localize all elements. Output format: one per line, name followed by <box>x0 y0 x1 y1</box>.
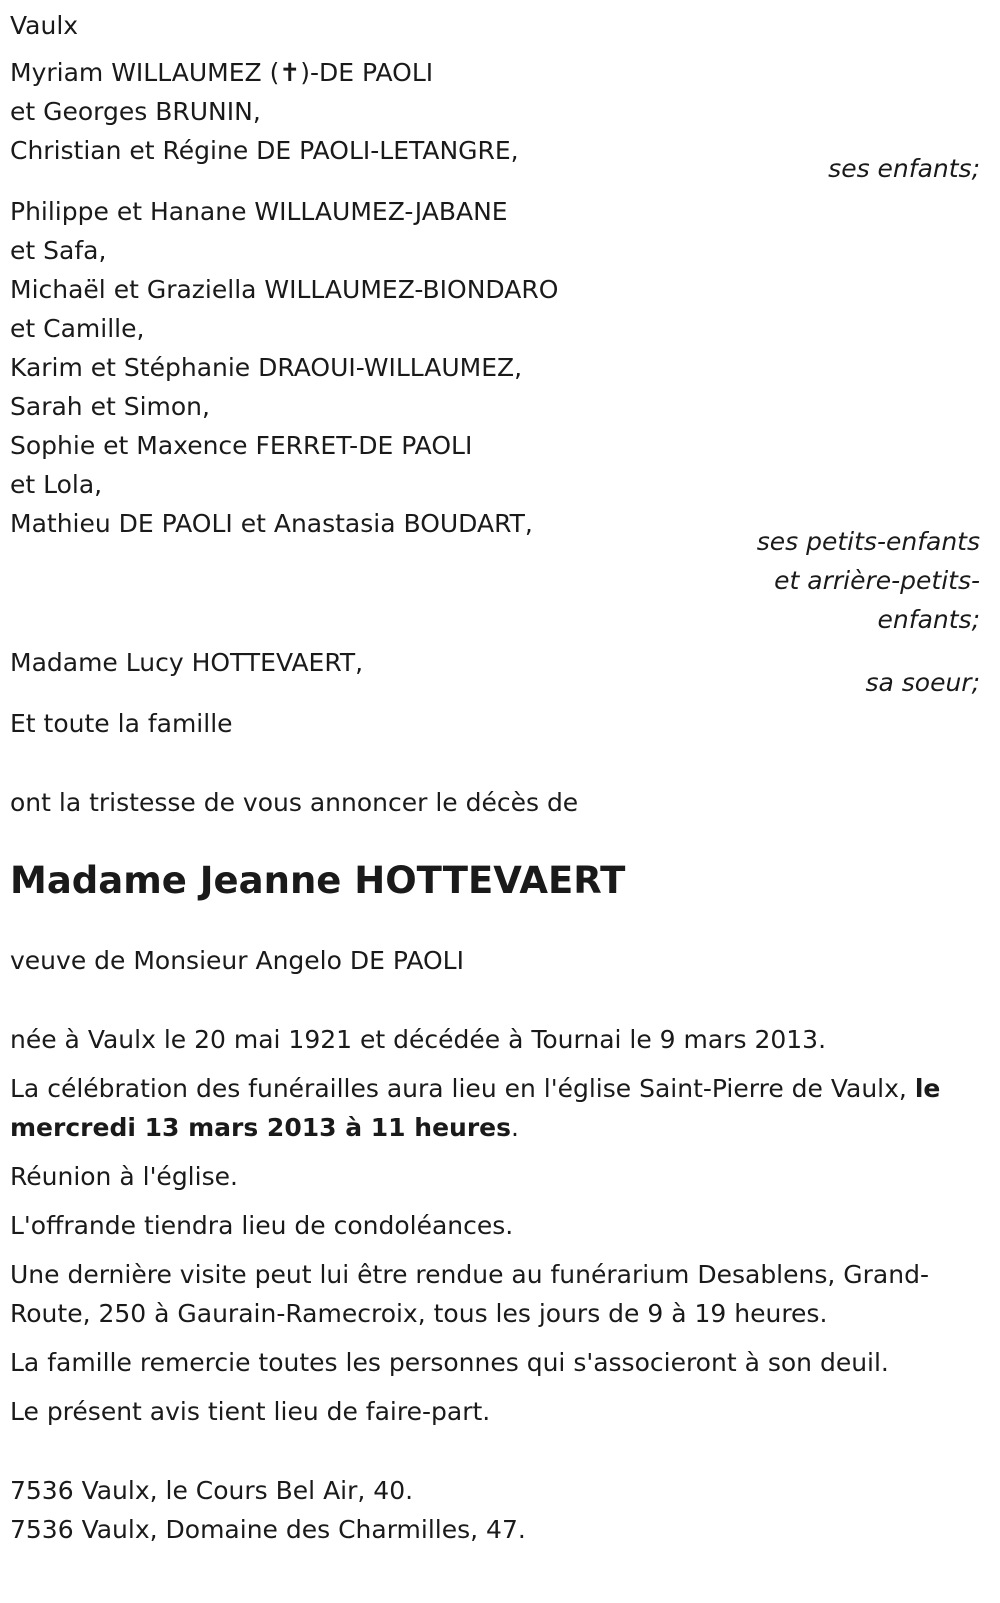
grandchild-line: Mathieu DE PAOLI et Anastasia BOUDART, <box>10 509 533 538</box>
funeral-info <box>10 1069 980 1147</box>
notice: Le présent avis tient lieu de faire-part. <box>10 1397 491 1426</box>
grandchild-line: Michaël et Graziella WILLAUMEZ-BIONDARO <box>10 275 559 304</box>
funeral-date: le mercredi 13 mars 2013 à 11 heures <box>10 1074 941 1142</box>
meeting: Réunion à l'église. <box>10 1162 238 1191</box>
funeral-end: . <box>511 1113 519 1142</box>
address-line: 7536 Vaulx, Domaine des Charmilles, 47. <box>10 1515 526 1544</box>
sister-role: sa soeur; <box>865 668 980 697</box>
birth-death: née à Vaulx le 20 mai 1921 et décédée à Tournai le 9 mars 2013. <box>10 1025 827 1054</box>
grandchild-line: Philippe et Hanane WILLAUMEZ-JABANE <box>10 197 508 226</box>
grandchildren-block <box>10 192 980 634</box>
grandchild-line: et Safa, <box>10 236 107 265</box>
child-line: Christian et Régine DE PAOLI-LETANGRE, <box>10 136 519 165</box>
grandchild-line: Sophie et Maxence FERRET-DE PAOLI <box>10 431 473 460</box>
family-line: Et toute la famille <box>10 709 233 738</box>
sister-block <box>10 643 980 697</box>
children-block <box>10 53 980 183</box>
grandchildren-role-line: enfants; <box>877 605 980 634</box>
grandchild-line: Karim et Stéphanie DRAOUI-WILLAUMEZ, <box>10 353 523 382</box>
grandchild-line: et Camille, <box>10 314 145 343</box>
announcement: ont la tristesse de vous annoncer le décès de <box>10 788 579 817</box>
grandchildren-role <box>757 522 980 639</box>
grandchild-line: Sarah et Simon, <box>10 392 210 421</box>
offering: L'offrande tiendra lieu de condoléances. <box>10 1211 514 1240</box>
grandchildren-role-line: ses petits-enfants <box>756 527 980 556</box>
child-line: Myriam WILLAUMEZ (✝)-DE PAOLI <box>10 58 434 87</box>
location: Vaulx <box>10 11 79 40</box>
widow-of: veuve de Monsieur Angelo DE PAOLI <box>10 946 464 975</box>
funeral-text: La célébration des funérailles aura lieu en l'église Saint-Pierre de Vaulx, <box>10 1074 915 1103</box>
grandchildren-role-line: et arrière-petits- <box>774 566 980 595</box>
children-role: ses enfants; <box>828 154 980 183</box>
obituary-notice <box>10 6 980 1549</box>
visit-info: Une dernière visite peut lui être rendue au funérarium Desablens, Grand-Route, 250 à Gaurain-Ramecroix, tous les jours de 9 à 19 heures. <box>10 1260 929 1328</box>
sister-line: Madame Lucy HOTTEVAERT, <box>10 648 364 677</box>
thanks: La famille remercie toutes les personnes qui s'associeront à son deuil. <box>10 1348 889 1377</box>
child-line: et Georges BRUNIN, <box>10 97 261 126</box>
address-line: 7536 Vaulx, le Cours Bel Air, 40. <box>10 1476 414 1505</box>
grandchild-line: et Lola, <box>10 470 103 499</box>
deceased-name: Madame Jeanne HOTTEVAERT <box>10 859 626 902</box>
